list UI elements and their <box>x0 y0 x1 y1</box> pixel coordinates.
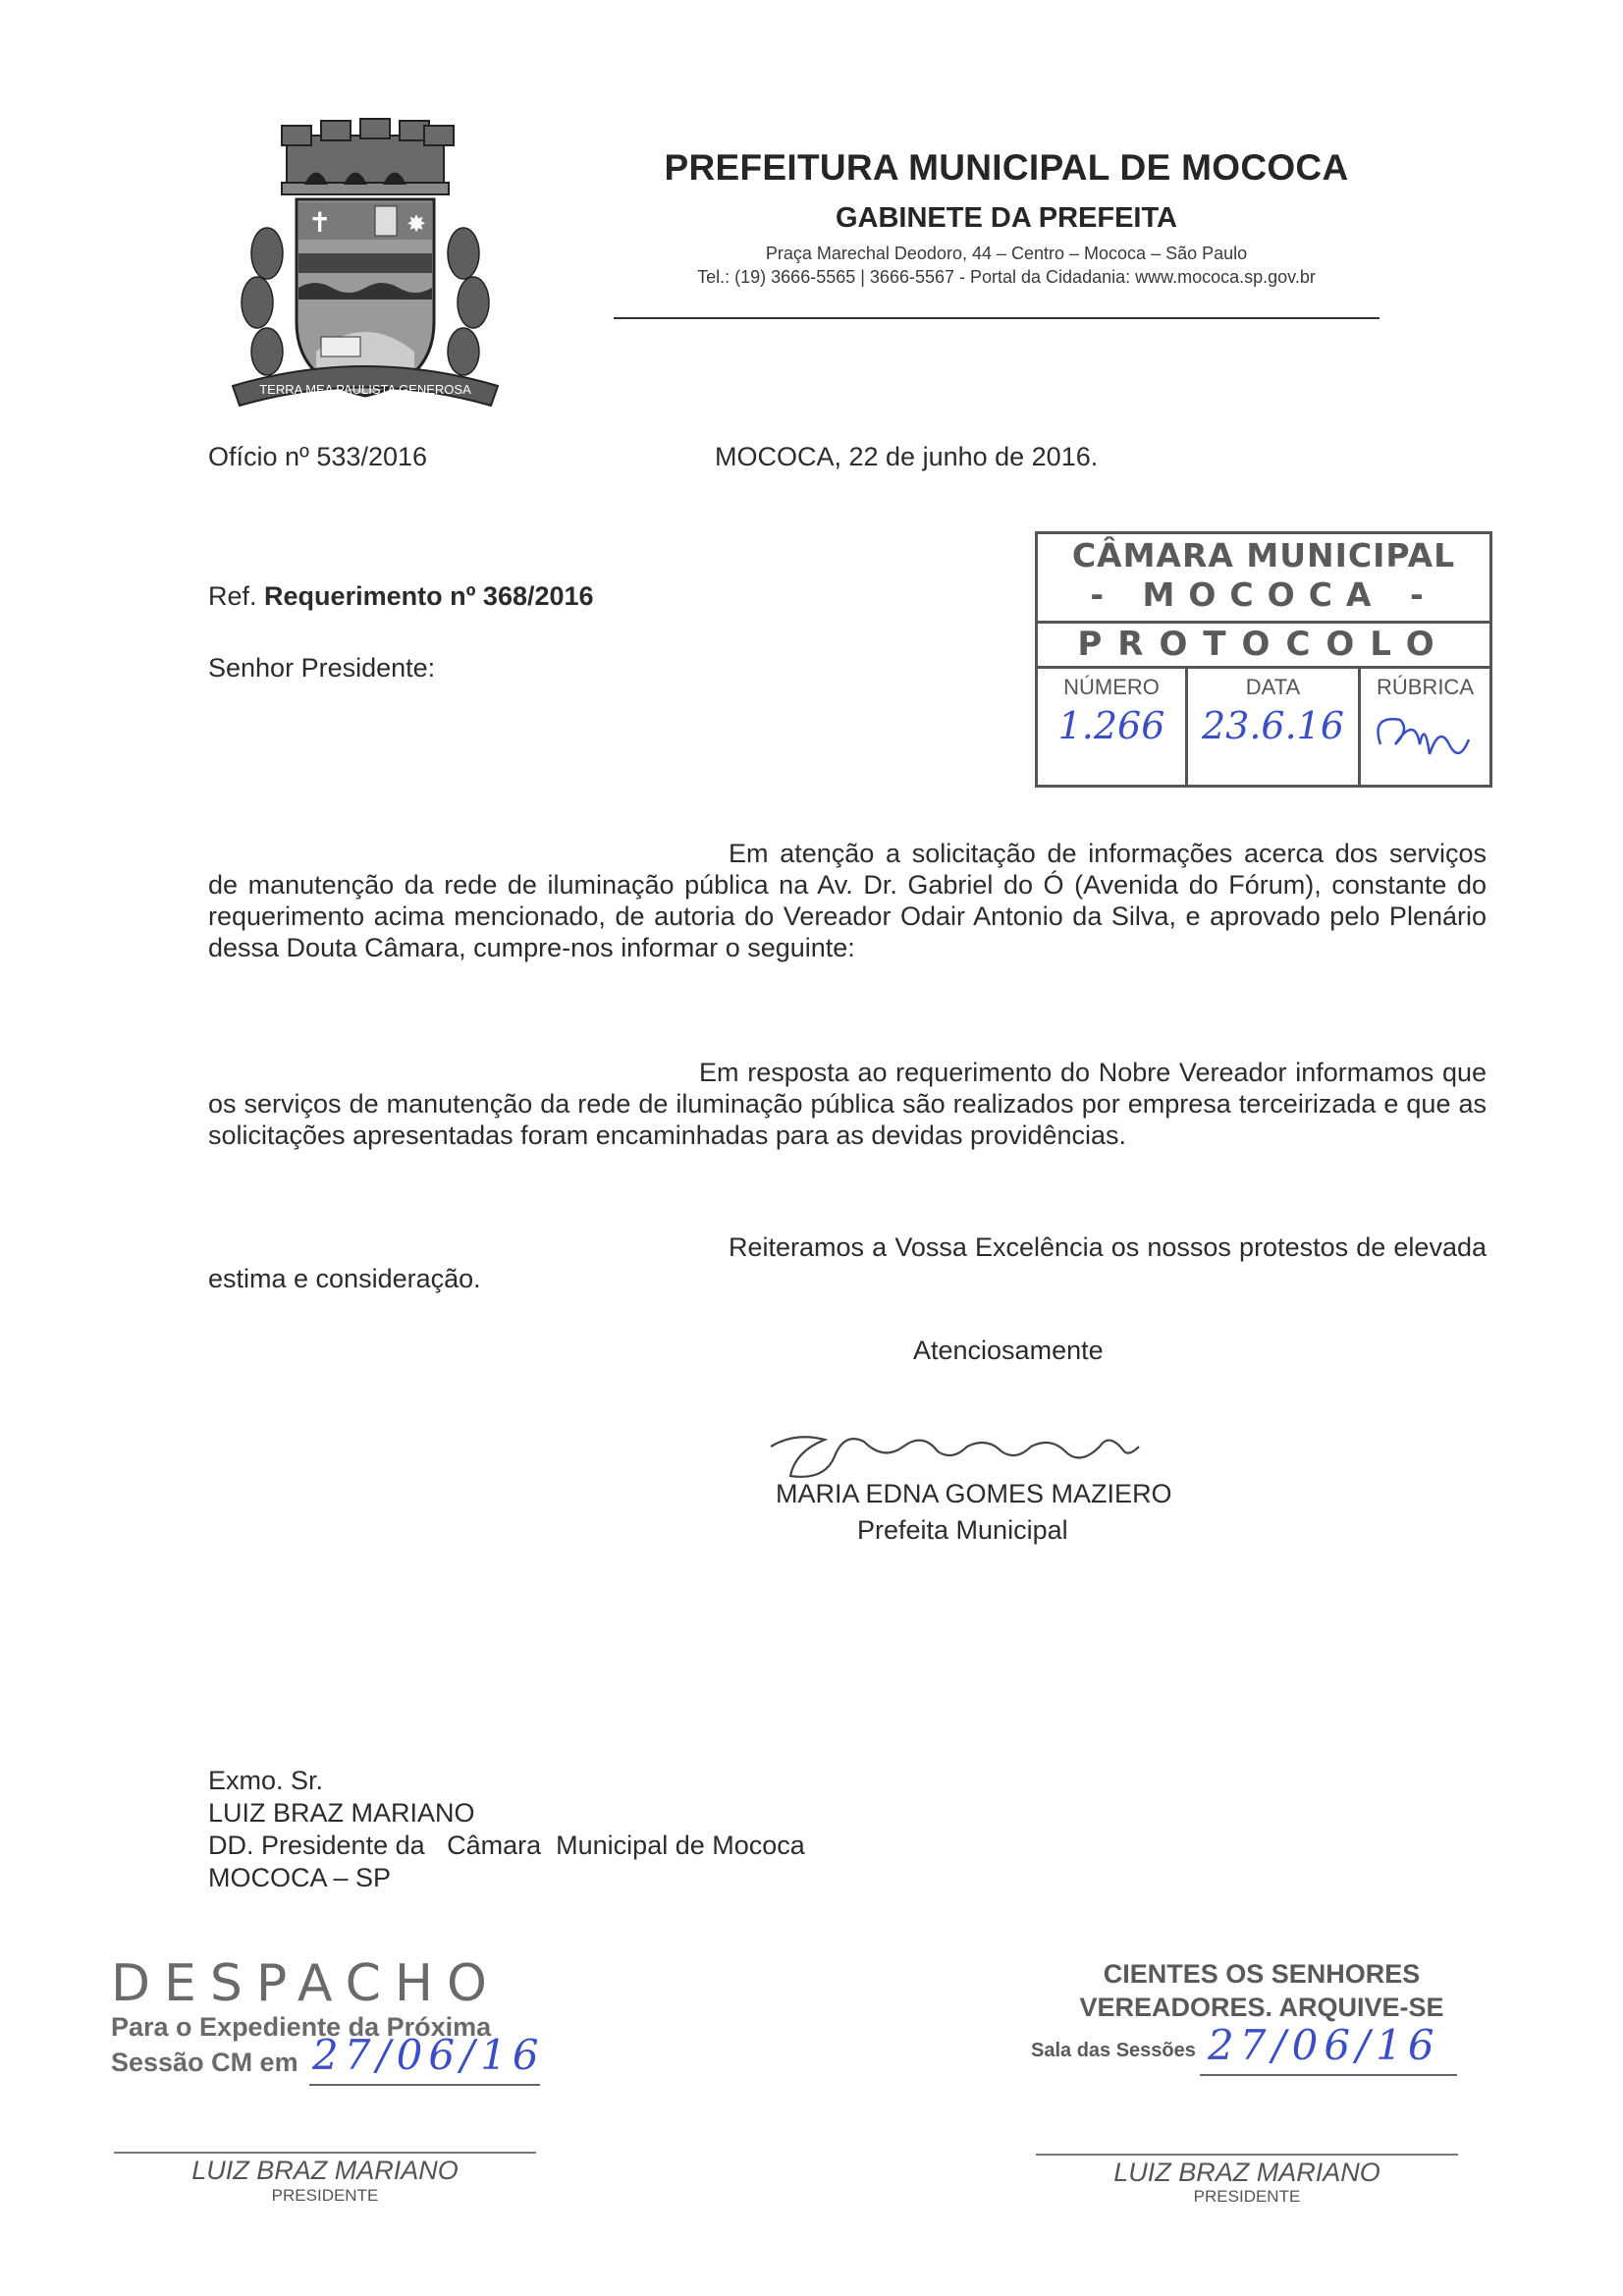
closing: Atenciosamente <box>913 1336 1104 1365</box>
addressee-line: LUIZ BRAZ MARIANO <box>208 1798 475 1828</box>
signer-role: Prefeita Municipal <box>857 1515 1068 1545</box>
stamp-numero-value: 1.266 <box>1057 704 1165 747</box>
letterhead-divider <box>614 317 1380 319</box>
coat-motto: TERRA MEA PAULISTA GENEROSA <box>259 382 471 397</box>
stamp-numero-cell <box>1038 669 1188 785</box>
stamp-data-label: DATA <box>1245 675 1301 699</box>
letterhead-subtitle: GABINETE DA PREFEITA <box>835 202 1177 234</box>
paragraph-3-text: Reiteramos a Vossa Excelência os nossos protestos de elevada estima e consideração. <box>208 1232 1487 1293</box>
despacho-president-name: LUIZ BRAZ MARIANO <box>191 2156 459 2185</box>
paragraph-3 <box>208 1231 1487 1294</box>
despacho-title: DESPACHO <box>111 1954 501 2013</box>
reference <box>208 581 594 612</box>
stamp-rubrica-label: RÚBRICA <box>1376 675 1474 699</box>
cientes-line-1: CIENTES OS SENHORES <box>1103 1959 1421 1989</box>
cientes-president-name: LUIZ BRAZ MARIANO <box>1113 2158 1380 2187</box>
coat-of-arms-logo <box>228 116 503 420</box>
paragraph-1-text: Em atenção a solicitação de informações acerca dos serviços de manutenção da rede de iluminação pública na Av. Dr. Gabriel do Ó (Avenida do Fórum), constante do requerimento acima mencionado, de autoria do Vereador Odair Antonio da Silva, e aprovado pelo Plenário dessa Douta Câmara, cumpre-nos informar o seguinte: <box>208 839 1487 962</box>
svg-text:✸: ✸ <box>406 210 427 238</box>
cientes-line-3: Sala das Sessões <box>1031 2040 1196 2061</box>
addressee-block <box>208 1765 805 1894</box>
rubrica-signature-icon <box>1361 700 1479 769</box>
despacho-date-line <box>309 2084 540 2086</box>
letterhead-address: Praça Marechal Deodoro, 44 – Centro – Mococa – São Paulo <box>765 244 1248 263</box>
cientes-signature-line <box>1036 2154 1458 2156</box>
reference-prefix: Ref. <box>208 581 257 611</box>
stamp-line-1: CÂMARA MUNICIPAL <box>1071 536 1456 574</box>
protocol-stamp <box>1035 531 1492 788</box>
salutation: Senhor Presidente: <box>208 653 436 683</box>
signer-name: MARIA EDNA GOMES MAZIERO <box>776 1479 1172 1508</box>
stamp-data-cell <box>1188 669 1361 785</box>
oficio-number: Ofício nº 533/2016 <box>208 442 428 471</box>
stamp-rubrica-cell <box>1361 669 1489 785</box>
addressee-line: DD. Presidente da Câmara Municipal de Mococa <box>208 1831 805 1860</box>
stamp-numero-label: NÚMERO <box>1063 675 1160 699</box>
cientes-date-line <box>1200 2074 1457 2076</box>
cientes-president-role: PRESIDENTE <box>1193 2187 1301 2206</box>
stamp-divider <box>1038 621 1489 624</box>
paragraph-2 <box>208 1057 1487 1151</box>
cientes-line-2: VEREADORES. ARQUIVE-SE <box>1079 1993 1444 2022</box>
addressee-line: MOCOCA – SP <box>208 1863 392 1892</box>
addressee-line: Exmo. Sr. <box>208 1766 324 1795</box>
paragraph-2-text: Em resposta ao requerimento do Nobre Vereador informamos que os serviços de manutenção da rede de iluminação pública são realizados por empresa terceirizada e que as solicitações apresentadas foram encaminhadas para as devidas providências. <box>208 1058 1487 1150</box>
paragraph-1 <box>208 838 1487 963</box>
letterhead-title: PREFEITURA MUNICIPAL DE MOCOCA <box>664 147 1349 188</box>
despacho-date: 27/06/16 <box>312 2031 545 2079</box>
stamp-line-2: - MOCOCA - <box>1090 575 1437 614</box>
letterhead-contact: Tel.: (19) 3666-5565 | 3666-5567 - Portal da Cidadania: www.mococa.sp.gov.br <box>697 267 1316 287</box>
despacho-line-2: Sessão CM em <box>111 2048 298 2077</box>
dateline: MOCOCA, 22 de junho de 2016. <box>715 442 1099 471</box>
reference-requerimento: Requerimento nº 368/2016 <box>264 581 594 611</box>
despacho-president-role: PRESIDENTE <box>271 2186 379 2205</box>
despacho-signature-line <box>114 2152 536 2154</box>
stamp-data-value: 23.6.16 <box>1201 704 1345 747</box>
despacho-line-1: Para o Expediente da Próxima <box>111 2012 492 2042</box>
svg-text:✝: ✝ <box>308 206 332 239</box>
stamp-line-3: PROTOCOLO <box>1077 625 1450 664</box>
cientes-date: 27/06/16 <box>1208 2021 1440 2069</box>
